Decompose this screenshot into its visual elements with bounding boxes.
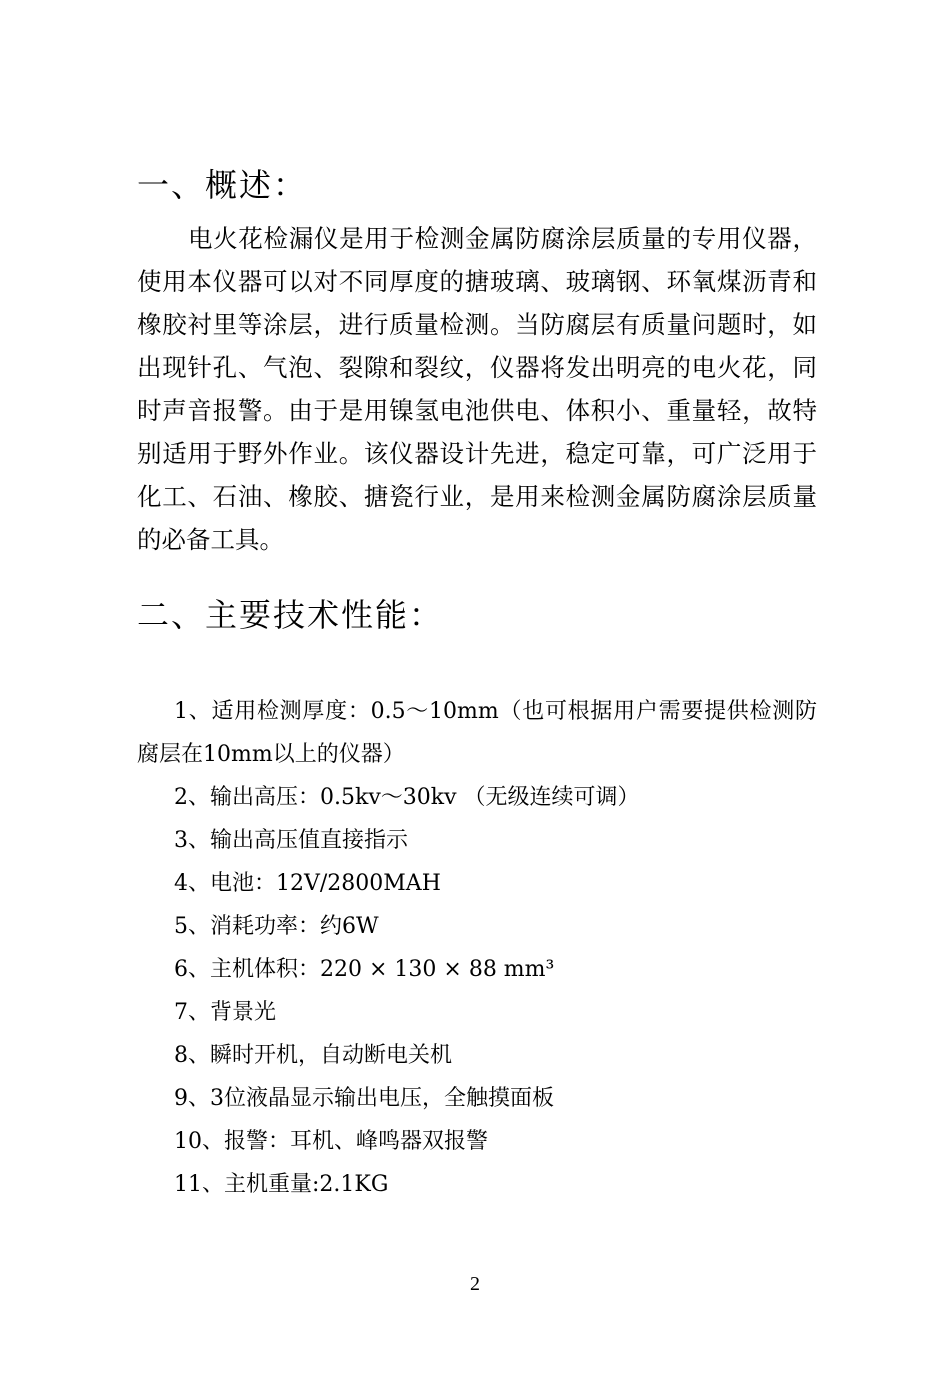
spec-item: 3、输出高压值直接指示 xyxy=(174,828,408,853)
section-heading-overview: 一、概述： xyxy=(137,166,308,204)
spec-item: 8、瞬时开机，自动断电关机 xyxy=(174,1043,452,1068)
spec-list xyxy=(137,690,817,1206)
spec-item: 6、主机体积：220 × 130 × 88 mm³ xyxy=(174,957,555,982)
spec-item: 4、电池：12V/2800MAH xyxy=(174,871,441,896)
section-heading-specs: 二、主要技术性能： xyxy=(137,596,444,634)
spec-item: 11、主机重量:2.1KG xyxy=(174,1172,389,1197)
spec-item: 10、报警：耳机、峰鸣器双报警 xyxy=(174,1129,488,1154)
overview-paragraph: 电火花检漏仪是用于检测金属防腐涂层质量的专用仪器，使用本仪器可以对不同厚度的搪玻璃、玻璃钢、环氧煤沥青和橡胶衬里等涂层，进行质量检测。当防腐层有质量问题时，如出现针孔、气泡、裂隙和裂纹，仪器将发出明亮的电火花，同时声音报警。由于是用镍氢电池供电、体积小、重量轻，故特别适用于野外作业。该仪器设计先进，稳定可靠，可广泛用于化工、石油、橡胶、搪瓷行业，是用来检测金属防腐涂层质量的必备工具。 xyxy=(137,224,817,554)
page-number: 2 xyxy=(470,1273,480,1295)
spec-item: 2、输出高压：0.5kv～30kv （无级连续可调） xyxy=(174,785,640,810)
spec-item: 9、3位液晶显示输出电压，全触摸面板 xyxy=(174,1086,554,1111)
spec-item: 5、消耗功率：约6W xyxy=(174,914,379,939)
spec-item: 1、适用检测厚度：0.5～10mm（也可根据用户需要提供检测防腐层在10mm以上的仪器） xyxy=(137,699,817,767)
spec-item: 7、背景光 xyxy=(174,1000,276,1025)
